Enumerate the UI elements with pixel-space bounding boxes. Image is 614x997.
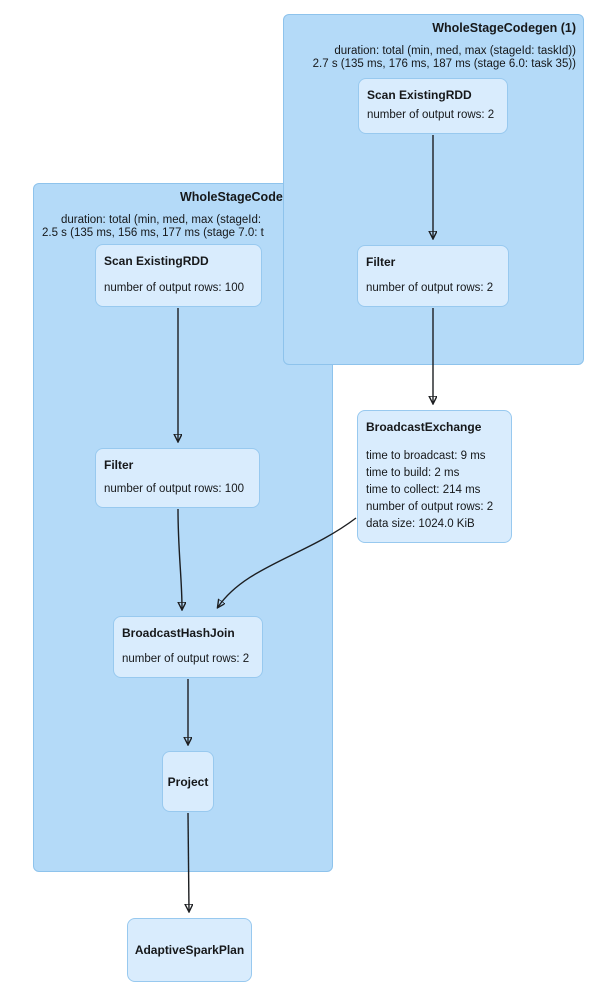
metric-output-rows: number of output rows: 2 xyxy=(122,653,250,665)
metric-time-to-build: time to build: 2 ms xyxy=(366,467,460,479)
cluster-title: WholeStageCode xyxy=(180,190,283,204)
plan-node-broadcast-hash-join[interactable] xyxy=(113,616,263,678)
node-metrics xyxy=(122,651,254,668)
node-title: Scan ExistingRDD xyxy=(367,88,472,102)
plan-node-scan-existingrdd-1[interactable] xyxy=(358,78,508,134)
metric-output-rows: number of output rows: 2 xyxy=(366,282,494,294)
node-metrics xyxy=(104,280,253,297)
cluster-duration-label: duration: total (min, med, max (stageId: xyxy=(61,214,262,226)
plan-node-filter-2[interactable] xyxy=(95,448,260,508)
metric-output-rows: number of output rows: 100 xyxy=(104,282,244,294)
node-title: BroadcastHashJoin xyxy=(122,626,235,640)
metric-time-to-collect: time to collect: 214 ms xyxy=(366,484,481,496)
node-title: Scan ExistingRDD xyxy=(104,254,209,268)
cluster-title: WholeStageCodegen (1) xyxy=(432,21,576,35)
metric-output-rows: number of output rows: 2 xyxy=(367,109,495,121)
metric-data-size: data size: 1024.0 KiB xyxy=(366,518,475,530)
node-title: Filter xyxy=(104,458,134,472)
metric-time-to-broadcast: time to broadcast: 9 ms xyxy=(366,450,486,462)
node-metrics xyxy=(366,448,503,533)
node-metrics xyxy=(366,280,500,297)
node-metrics xyxy=(367,107,499,124)
cluster-duration-label: duration: total (min, med, max (stageId: taskId)) xyxy=(334,45,576,57)
plan-node-scan-existingrdd-2[interactable] xyxy=(95,244,262,307)
node-title: BroadcastExchange xyxy=(366,420,482,434)
cluster-duration-value: 2.5 s (135 ms, 156 ms, 177 ms (stage 7.0: t xyxy=(42,227,264,239)
cluster-duration-value: 2.7 s (135 ms, 176 ms, 187 ms (stage 6.0: task 35)) xyxy=(312,58,576,70)
node-title: Filter xyxy=(366,255,396,269)
cluster-wholestagecodegen-1 xyxy=(283,14,584,365)
node-title: AdaptiveSparkPlan xyxy=(134,943,245,957)
node-title: Project xyxy=(167,774,209,789)
plan-node-filter-1[interactable] xyxy=(357,245,509,307)
plan-node-project[interactable] xyxy=(162,751,214,812)
plan-node-adaptive-spark-plan[interactable] xyxy=(127,918,252,982)
metric-output-rows: number of output rows: 100 xyxy=(104,483,244,495)
plan-node-broadcast-exchange[interactable] xyxy=(357,410,512,543)
metric-output-rows: number of output rows: 2 xyxy=(366,501,494,513)
node-metrics xyxy=(104,481,251,498)
